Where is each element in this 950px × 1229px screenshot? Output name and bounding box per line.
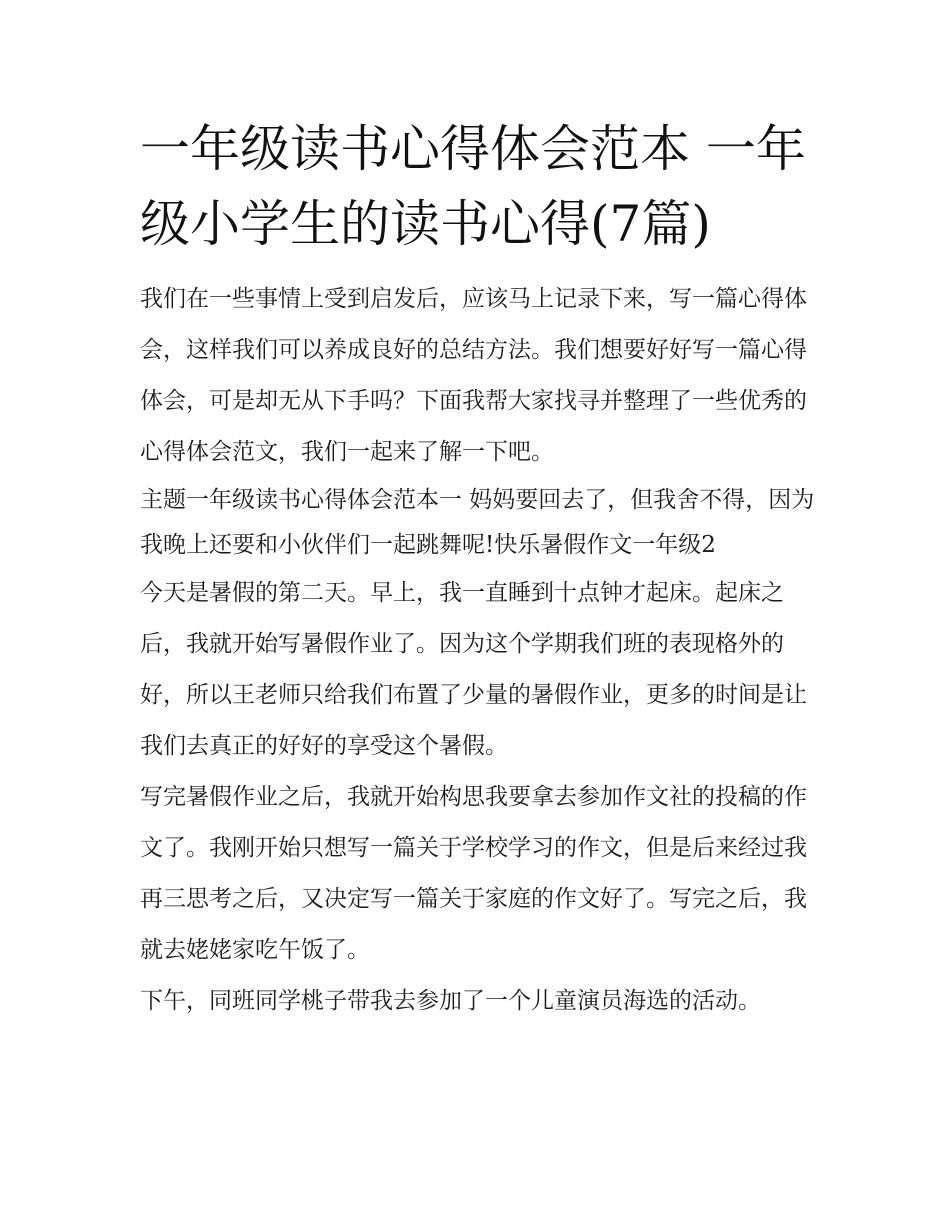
paragraph-after-homework: 写完暑假作业之后，我就开始构思我要拿去参加作文社的投稿的作文了。我刚开始只想写一篇关于学校学习的作文，但是后来经过我再三思考之后，又决定写一篇关于家庭的作文好了。写完之后，我就去姥姥家吃午饭了。 <box>140 784 807 963</box>
paragraph-intro: 我们在一些事情上受到启发后，应该马上记录下来，写一篇心得体会，这样我们可以养成良好的总结方法。我们想要好好写一篇心得体会，可是却无从下手吗？下面我帮大家找寻并整理了一些优秀的心得体会范文，我们一起来了解一下吧。 <box>140 286 807 465</box>
paragraph-afternoon: 下午，同班同学桃子带我去参加了一个儿童演员海选的活动。 <box>140 988 761 1014</box>
document-title: 一年级读书心得体会范本 一年级小学生的读书心得(7篇) <box>140 120 806 253</box>
paragraph-morning: 今天是暑假的第二天。早上，我一直睡到十点钟才起床。起床之后，我就开始写暑假作业了。因为这个学期我们班的表现格外的好，所以王老师只给我们布置了少量的暑假作业，更多的时间是让我们去真正的好好的享受这个暑假。 <box>140 580 807 759</box>
document-body <box>140 274 815 1027</box>
paragraph-topic: 主题一年级读书心得体会范本一 妈妈要回去了，但我舍不得，因为我晚上还要和小伙伴们一起跳舞呢!快乐暑假作文一年级2 <box>140 487 815 558</box>
